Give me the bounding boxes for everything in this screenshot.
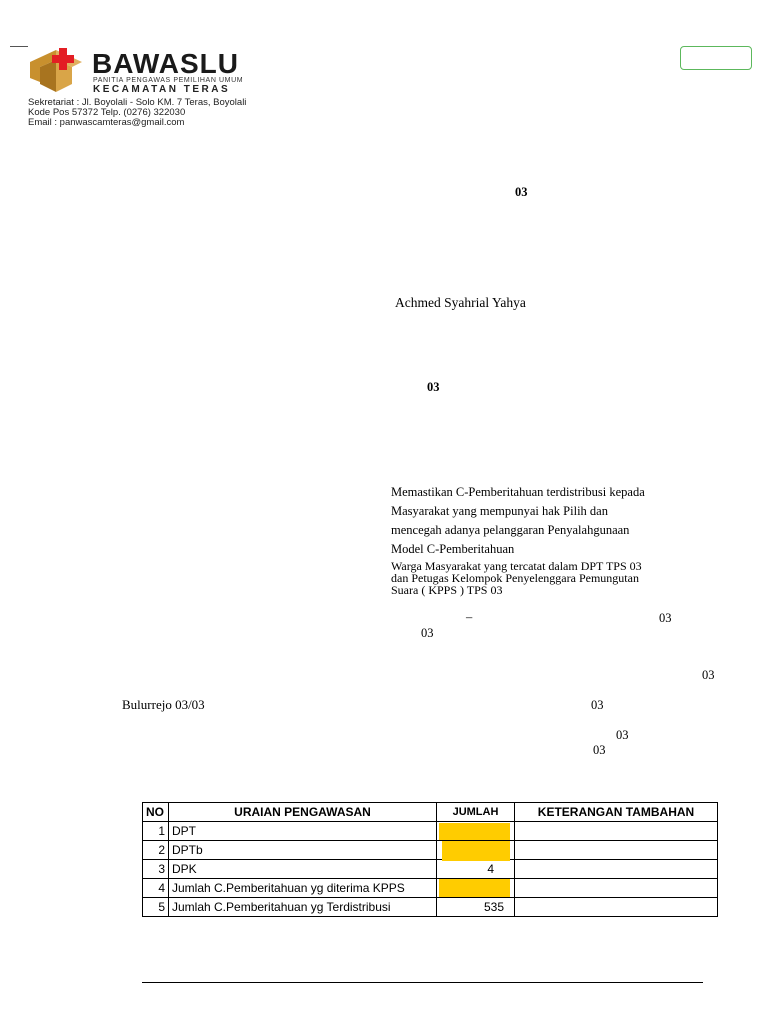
row-number: 4 <box>143 879 169 898</box>
table-row <box>143 822 718 841</box>
column-header-jumlah: JUMLAH <box>437 803 515 822</box>
table-row <box>143 898 718 917</box>
row-number: 3 <box>143 860 169 879</box>
location-text: Bulurrejo 03/03 <box>122 697 205 712</box>
row-keterangan <box>515 841 718 860</box>
column-header-keterangan: KETERANGAN TAMBAHAN <box>515 803 718 822</box>
brand-tagline: PANITIA PENGAWAS PEMILIHAN UMUM <box>93 77 244 84</box>
row-keterangan <box>515 822 718 841</box>
tps-number: 03 <box>593 743 606 757</box>
tps-number: 03 <box>427 380 440 394</box>
purpose-line: mencegah adanya pelanggaran Penyalahgunaan <box>391 523 630 537</box>
row-number: 1 <box>143 822 169 841</box>
row-keterangan <box>515 898 718 917</box>
tps-number: 03 <box>659 611 672 625</box>
row-jumlah <box>437 841 515 860</box>
column-header-no: NO <box>143 803 169 822</box>
email-line: Email : panwascamteras@gmail.com <box>28 117 185 128</box>
table-header-row <box>143 803 718 822</box>
address-line: Kode Pos 57372 Telp. (0276) 322030 <box>28 107 186 118</box>
bawaslu-logo-icon <box>26 46 88 96</box>
table-row <box>143 841 718 860</box>
address-line: Sekretariat : Jl. Boyolali - Solo KM. 7 Teras, Boyolali <box>28 97 247 108</box>
row-uraian: Jumlah C.Pemberitahuan yg Terdistribusi <box>169 898 437 917</box>
row-uraian: DPTb <box>169 841 437 860</box>
row-uraian: Jumlah C.Pemberitahuan yg diterima KPPS <box>169 879 437 898</box>
status-badge <box>680 46 752 70</box>
signature-line <box>142 982 703 983</box>
brand-subtitle: KECAMATAN TERAS <box>93 84 231 95</box>
purpose-line: Memastikan C-Pemberitahuan terdistribusi kepada <box>391 485 645 499</box>
row-jumlah: 4 <box>437 860 515 879</box>
table-row <box>143 879 718 898</box>
row-uraian: DPT <box>169 822 437 841</box>
row-number: 2 <box>143 841 169 860</box>
tps-number: 03 <box>591 698 604 712</box>
brand-name: BAWASLU <box>92 48 239 79</box>
highlight-cell <box>439 879 510 897</box>
tps-number: 03 <box>515 185 528 199</box>
purpose-line: Masyarakat yang mempunyai hak Pilih dan <box>391 504 608 518</box>
tps-number: 03 <box>702 668 715 682</box>
row-number: 5 <box>143 898 169 917</box>
row-jumlah <box>437 879 515 898</box>
tps-number: 03 <box>616 728 629 742</box>
officer-name: Achmed Syahrial Yahya <box>395 295 526 310</box>
target-line: dan Petugas Kelompok Penyelenggara Pemungutan <box>391 571 639 585</box>
table-row <box>143 860 718 879</box>
row-jumlah: 535 <box>437 898 515 917</box>
highlight-cell <box>442 841 510 861</box>
tps-number: 03 <box>421 626 434 640</box>
column-header-uraian: URAIAN PENGAWASAN <box>169 803 437 822</box>
supervision-table <box>142 802 718 917</box>
highlight-cell <box>439 823 510 840</box>
row-keterangan <box>515 860 718 879</box>
target-line: Warga Masyarakat yang tercatat dalam DPT TPS 03 <box>391 559 642 573</box>
purpose-line: Model C-Pemberitahuan <box>391 542 515 556</box>
row-jumlah <box>437 822 515 841</box>
target-line: Suara ( KPPS ) TPS 03 <box>391 583 503 597</box>
row-keterangan <box>515 879 718 898</box>
row-uraian: DPK <box>169 860 437 879</box>
dash-mark: – <box>466 610 473 624</box>
